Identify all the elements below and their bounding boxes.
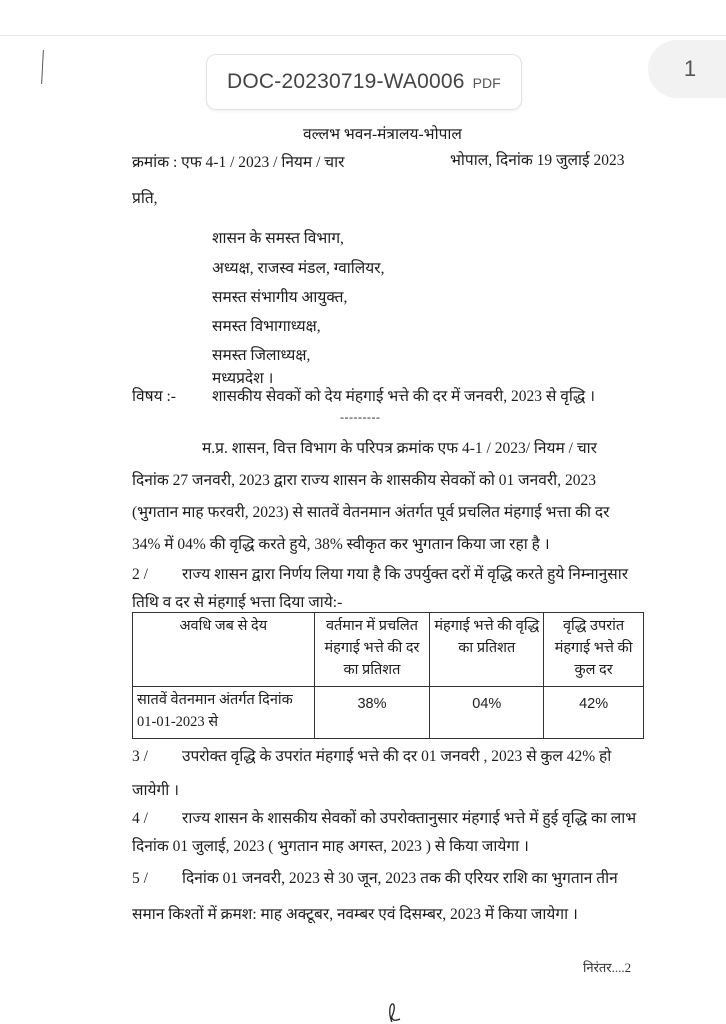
paragraph-number: 4 / [132, 810, 148, 827]
subject-label: विषय :- [132, 388, 176, 405]
table-header: अवधि जब से देय [133, 613, 315, 687]
addressee: शासन के समस्त विभाग, [212, 230, 344, 247]
divider: --------- [340, 410, 381, 424]
addressee: मध्यप्रदेश । [212, 370, 274, 387]
addressee: समस्त संभागीय आयुक्त, [212, 289, 348, 306]
paragraph2-line: 2 / राज्य शासन द्वारा निर्णय लिया गया है कि उपर्युक्त दरों में वृद्धि करते हुये निम्नानुसार [132, 566, 629, 583]
table-row [133, 687, 644, 739]
table-cell-period: सातवें वेतनमान अंतर्गत दिनांक 01-01-2023 से [133, 687, 315, 739]
table-cell-total-rate: 42% [544, 687, 644, 739]
viewer-top-bar [0, 0, 726, 36]
paragraph5-line: 5 / दिनांक 01 जनवरी, 2023 से 30 जून, 2023 तक की एरियर राशि का भुगतान तीन [132, 870, 618, 887]
dearness-allowance-table [132, 612, 644, 739]
table-header-row [133, 613, 644, 687]
paragraph5-line: समान किश्तों में क्रमश: माह अक्टूबर, नवम्बर एवं दिसम्बर, 2023 में किया जायेगा । [132, 906, 578, 923]
addressee: समस्त विभागाध्यक्ष, [212, 318, 321, 335]
page-number: 1 [683, 56, 697, 81]
letterhead-place: वल्लभ भवन-मंत्रालय-भोपाल [303, 126, 462, 143]
paragraph4-line: दिनांक 01 जुलाई, 2023 ( भुगतान माह अगस्त, 2023 ) से किया जायेगा । [132, 838, 529, 855]
addressee: समस्त जिलाध्यक्ष, [212, 347, 311, 364]
file-name-chip[interactable] [206, 54, 522, 110]
letter-date: भोपाल, दिनांक 19 जुलाई 2023 [450, 152, 625, 169]
subject-text: शासकीय सेवकों को देय मंहगाई भत्ते की दर में जनवरी, 2023 से वृद्धि । [212, 388, 596, 405]
continued-note: निरंतर....2 [583, 960, 632, 975]
file-type-label: PDF [472, 75, 501, 91]
table-cell-increase: 04% [430, 687, 544, 739]
page-number-badge[interactable] [648, 40, 726, 98]
paragraph1-line: 34% में 04% की वृद्धि करते हुये, 38% स्वीकृत कर भुगतान किया जा रहा है । [132, 536, 550, 553]
paragraph-number: 3 / [132, 748, 148, 765]
signature-mark-icon [386, 1002, 406, 1024]
paragraph1-line: म.प्र. शासन, वित्त विभाग के परिपत्र क्रमांक एफ 4-1 / 2023/ नियम / चार [202, 440, 598, 457]
paragraph2-line: तिथि व दर से मंहगाई भत्ता दिया जाये:- [132, 594, 343, 611]
table-cell-current-rate: 38% [314, 687, 430, 739]
table-header: मंहगाई भत्ते की वृद्धि का प्रतिशत [430, 613, 544, 687]
paragraph3-line: 3 / उपरोक्त वृद्धि के उपरांत मंहगाई भत्ते की दर 01 जनवरी , 2023 से कुल 42% हो [132, 748, 612, 765]
reference-number: क्रमांक : एफ 4-1 / 2023 / नियम / चार [132, 154, 345, 171]
paragraph-number: 5 / [132, 870, 148, 887]
file-name: DOC-20230719-WA0006 [227, 70, 465, 93]
table-header: वर्तमान में प्रचलित मंहगाई भत्ते की दर का प्रतिशत [314, 613, 430, 687]
paragraph-number: 2 / [132, 566, 148, 583]
paragraph4-line: 4 / राज्य शासन के शासकीय सेवकों को उपरोक्तानुसार मंहगाई भत्ते में हुई वृद्धि का लाभ [132, 810, 637, 827]
salutation: प्रति, [132, 190, 158, 207]
paragraph3-line: जायेगी । [132, 782, 179, 799]
paragraph1-line: दिनांक 27 जनवरी, 2023 द्वारा राज्य शासन के शासकीय सेवकों को 01 जनवरी, 2023 [132, 472, 596, 489]
table-header: वृद्धि उपरांत मंहगाई भत्ते की कुल दर [544, 613, 644, 687]
paragraph1-line: (भुगतान माह फरवरी, 2023) से सातवें वेतनमान अंतर्गत पूर्व प्रचलित मंहगाई भत्ता की दर [132, 504, 610, 521]
addressee: अध्यक्ष, राजस्व मंडल, ग्वालियर, [212, 260, 385, 277]
